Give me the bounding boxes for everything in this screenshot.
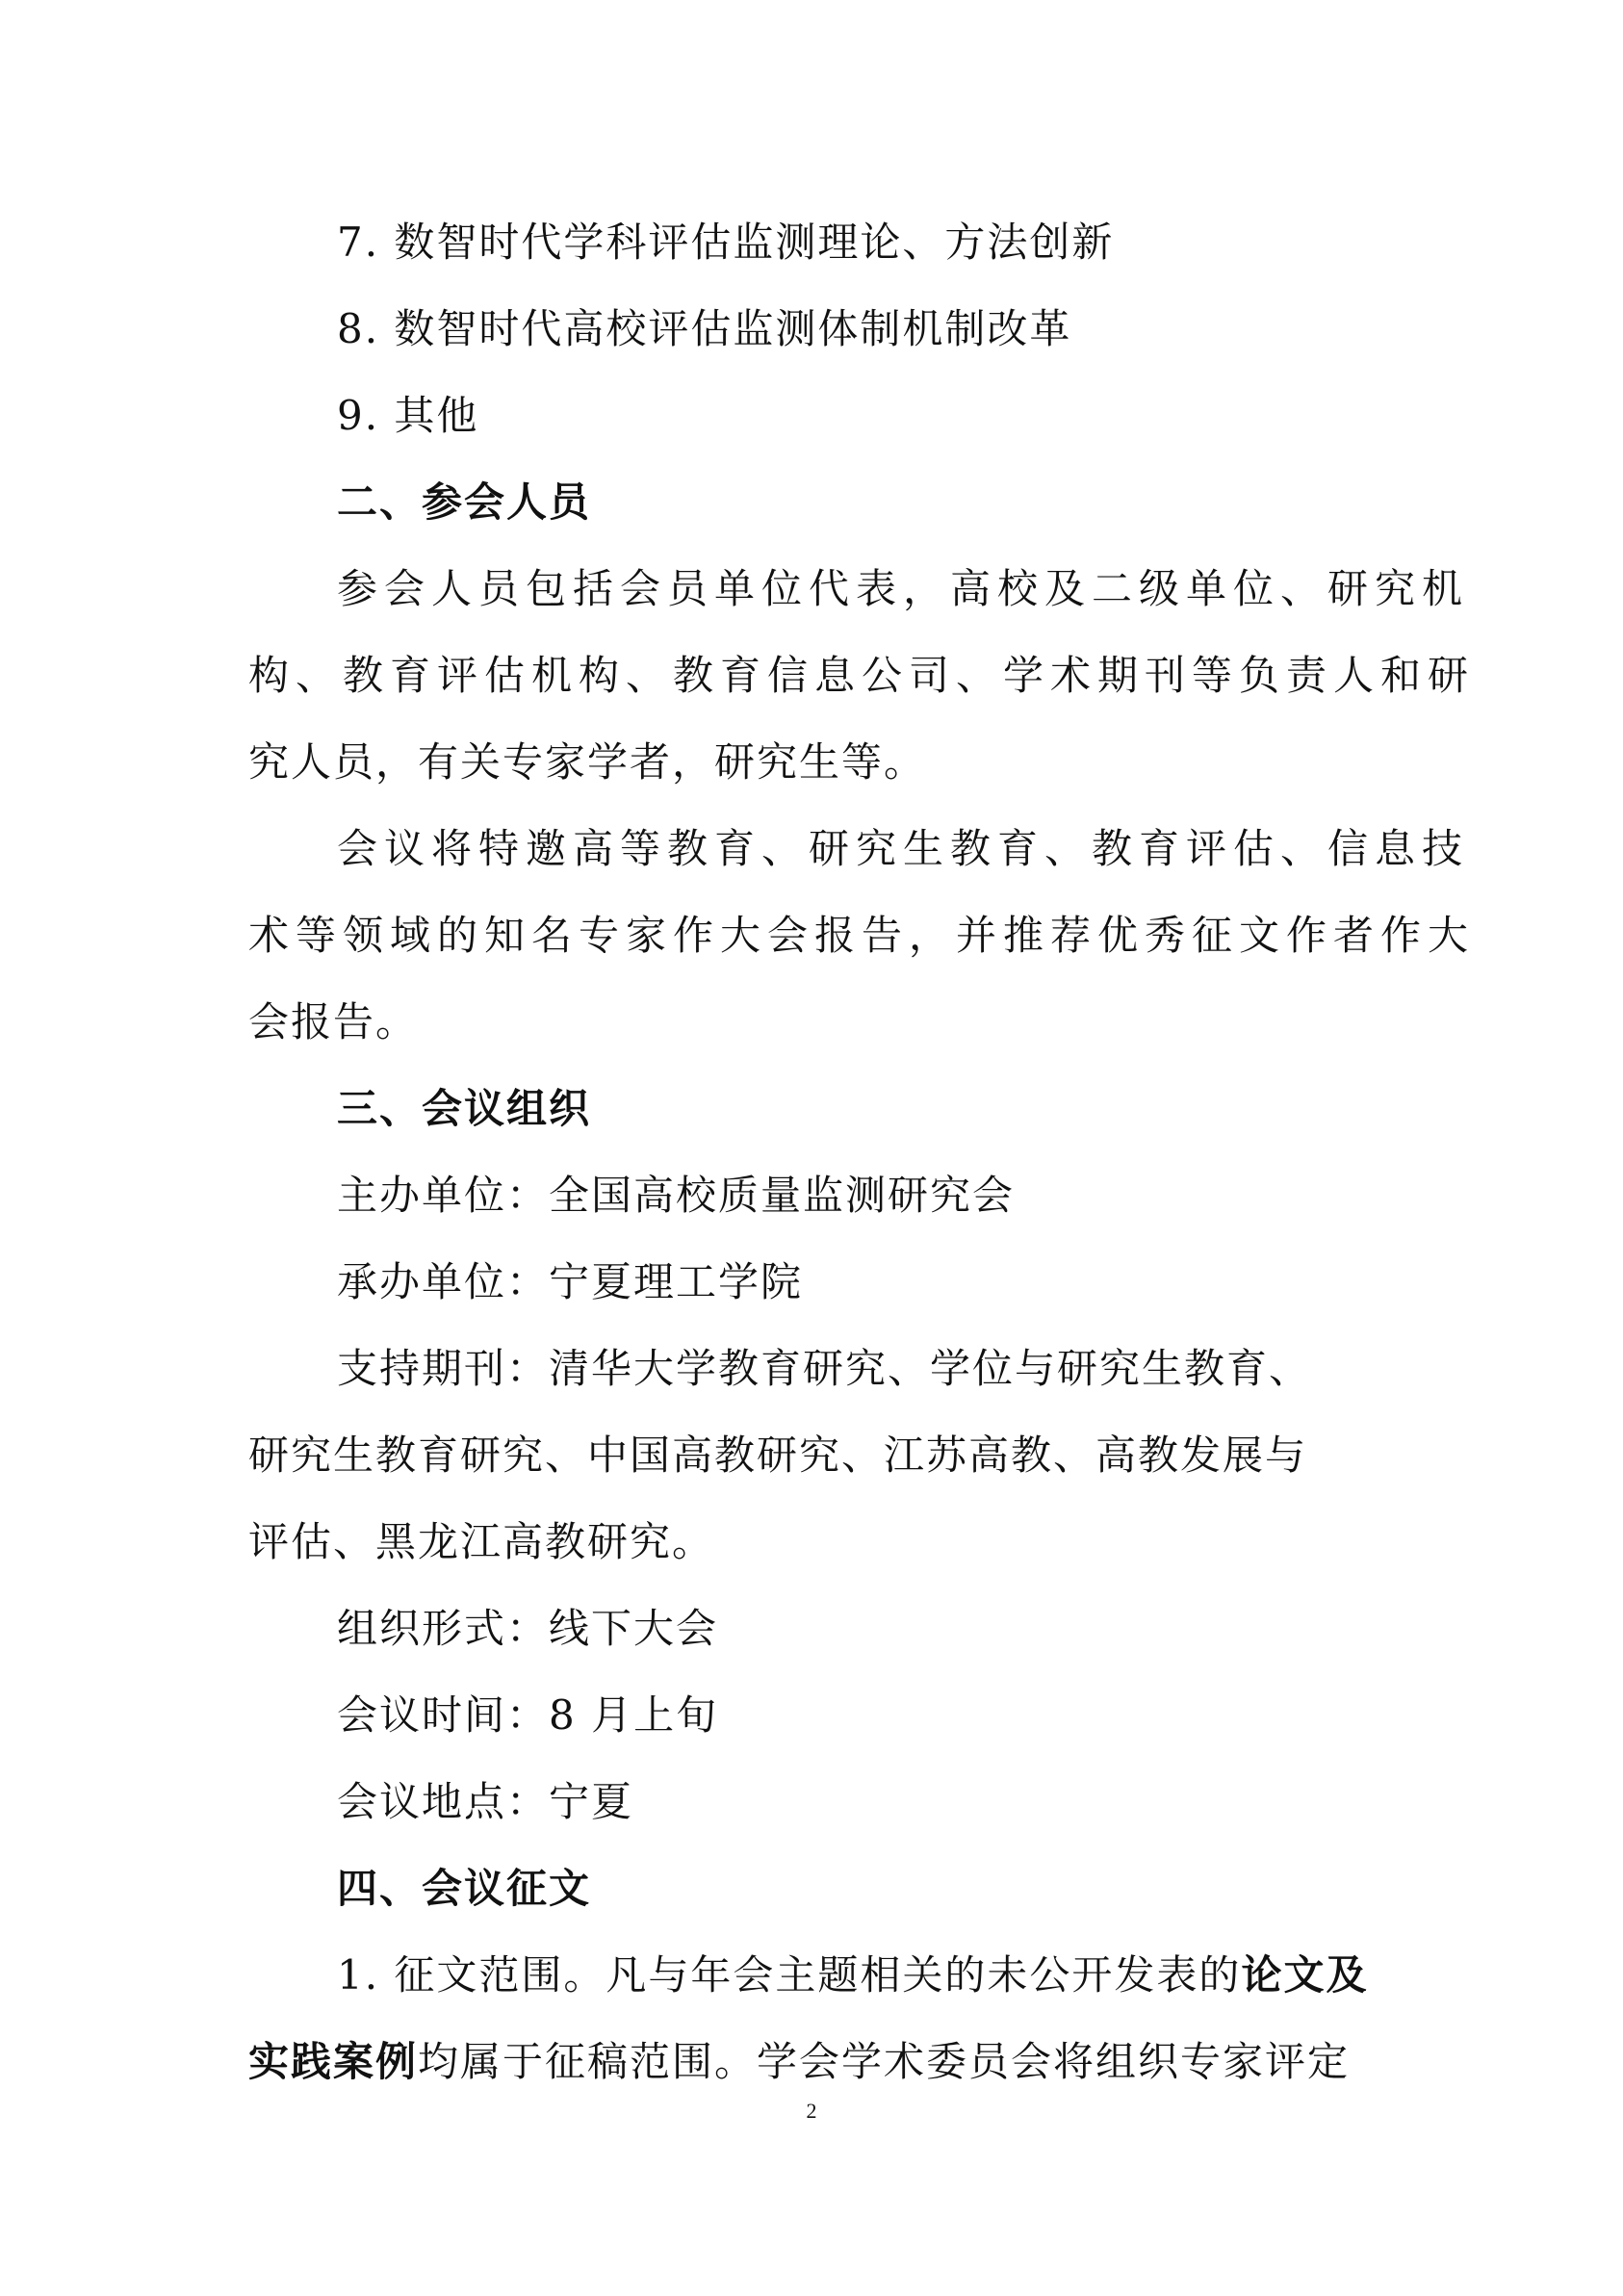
- list-item-9: 9. 其他: [337, 392, 479, 439]
- meeting-place: 会议地点：宁夏: [337, 1778, 634, 1825]
- host-unit: 主办单位：全国高校质量监测研究会: [337, 1172, 1016, 1219]
- paragraph-speakers-line-2: 术等领域的知名专家作大会报告，并推荐优秀征文作者作大: [248, 912, 1476, 959]
- paragraph-attendees-line-3: 究人员，有关专家学者，研究生等。: [248, 738, 927, 786]
- page-number: 2: [806, 2099, 817, 2123]
- paragraph-speakers-line-3: 会报告。: [248, 998, 419, 1045]
- supporting-journals-line-3: 评估、黑龙江高教研究。: [248, 1518, 715, 1565]
- organization-form: 组织形式：线下大会: [337, 1605, 719, 1652]
- scope-text: 1. 征文范围。凡与年会主题相关的未公开发表的: [337, 1951, 1242, 1999]
- scope-bold-text-2: 实践案例: [248, 2038, 419, 2085]
- paragraph-scope-line-1: [337, 1947, 1368, 2004]
- paragraph-attendees-line-1: 参会人员包括会员单位代表，高校及二级单位、研究机: [337, 565, 1470, 612]
- scope-bold-text: 论文及: [1241, 1951, 1369, 1999]
- paragraph-scope-line-2: [248, 2033, 1350, 2091]
- list-item-8: 8. 数智时代高校评估监测体制机制改革: [337, 305, 1072, 352]
- organizer-unit: 承办单位：宁夏理工学院: [337, 1258, 804, 1305]
- paragraph-speakers-line-1: 会议将特邀高等教育、研究生教育、教育评估、信息技: [337, 825, 1470, 872]
- supporting-journals-line-2: 研究生教育研究、中国高教研究、江苏高教、高教发展与: [248, 1432, 1308, 1479]
- list-item-7: 7. 数智时代学科评估监测理论、方法创新: [337, 219, 1115, 266]
- supporting-journals-line-1: 支持期刊：清华大学教育研究、学位与研究生教育、: [337, 1345, 1312, 1392]
- section-heading-call-for-papers: 四、会议征文: [337, 1865, 592, 1912]
- section-heading-attendees: 二、参会人员: [337, 478, 592, 526]
- meeting-time: 会议时间：8 月上旬: [337, 1691, 719, 1739]
- section-heading-organization: 三、会议组织: [337, 1085, 592, 1132]
- scope-text-2: 均属于征稿范围。学会学术委员会将组织专家评定: [418, 2038, 1351, 2085]
- paragraph-attendees-line-2: 构、教育评估机构、教育信息公司、学术期刊等负责人和研: [248, 652, 1476, 699]
